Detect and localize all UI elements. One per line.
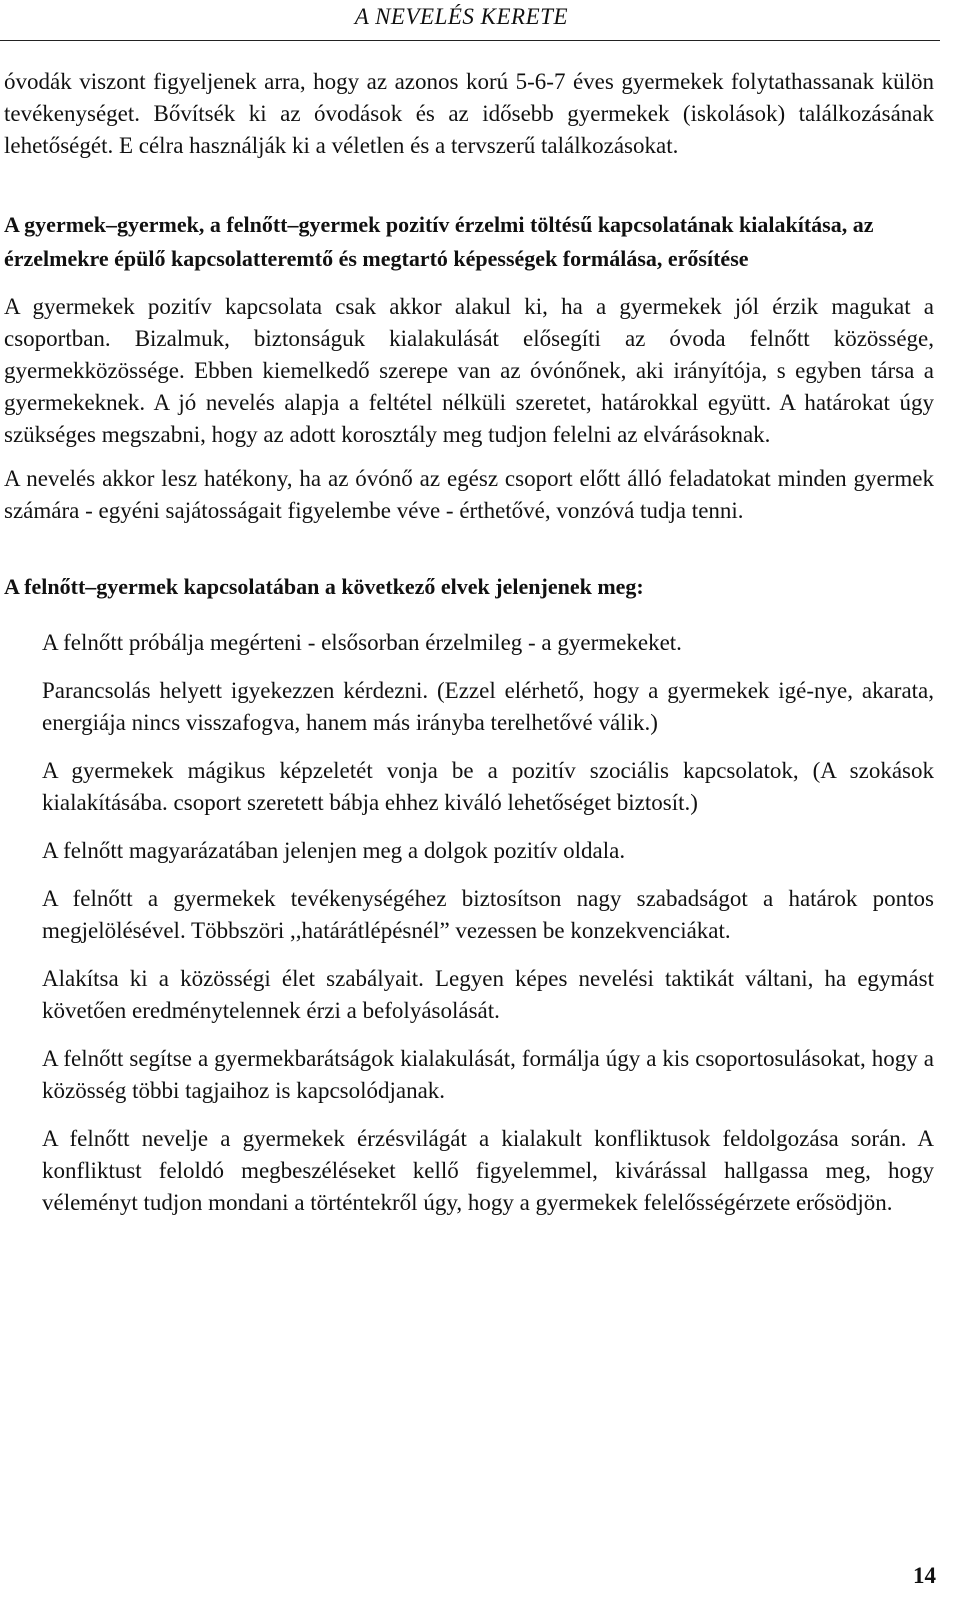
principles-list [42, 627, 934, 1219]
section-heading-principles: A felnőtt–gyermek kapcsolatában a következő elvek jelenjenek meg: [4, 574, 644, 599]
principle-item: A felnőtt magyarázatában jelenjen meg a dolgok pozitív oldala. [42, 838, 626, 863]
page-number: 14 [913, 1563, 936, 1588]
body-paragraph: A gyermekek pozitív kapcsolata csak akkor alakul ki, ha a gyermekek jól érzik magukat a csoportban. Bizalmuk, biztonságuk kialakulását elősegíti az óvoda felnőtt közössége, gyermekközössége. Ebben kiemelkedő szerepe van az óvónőnek, aki irányítója, s egyben társa a gyermekeknek. A jó nevelés alapja a feltétel nélküli szeretet, határokkal együtt. A határokat úgy szükséges megszabni, hogy az adott korosztály meg tudjon felelni az elvárásoknak. [4, 294, 934, 447]
running-header-title: A NEVELÉS KERETE [354, 4, 568, 29]
principle-item: A felnőtt a gyermekek tevékenységéhez biztosítson nagy szabadságot a határok pontos megjelölésével. Többszöri ,,határátlépésnél” vezessen be konzekvenciákat. [42, 886, 934, 943]
intro-paragraph: óvodák viszont figyeljenek arra, hogy az azonos korú 5-6-7 éves gyermekek folytathassanak külön tevékenységet. Bővítsék ki az óvodások és az idősebb gyermekek (iskolások) találkozásának lehetőségét. E célra használják ki a véletlen és a tervszerű találkozásokat. [4, 69, 934, 158]
section-heading-emotional-relationships: A gyermek–gyermek, a felnőtt–gyermek pozitív érzelmi töltésű kapcsolatának kialakítása, az érzelmekre épülő kapcsolatteremtő és megtartó képességek formálása, erősítése [4, 212, 874, 271]
principle-item: A felnőtt próbálja megérteni - elsősorban érzelmileg - a gyermekeket. [42, 630, 682, 655]
page-header [0, 0, 940, 41]
principle-item: Alakítsa ki a közösségi élet szabályait. Legyen képes nevelési taktikát váltani, ha egymást követően eredménytelennek érzi a befolyásolását. [42, 966, 934, 1023]
principle-item: A gyermekek mágikus képzeletét vonja be a pozitív szociális kapcsolatok, (A szokások kialakításába. csoport szeretett bábja ehhez kiváló lehetőséget biztosít.) [42, 758, 934, 815]
principle-item: Parancsolás helyett igyekezzen kérdezni. (Ezzel elérhető, hogy a gyermekek igé-nye, akarata, energiája nincs visszafogva, hanem más irányba terelhetővé válik.) [42, 678, 934, 735]
page-body [4, 66, 934, 1235]
body-paragraph: A nevelés akkor lesz hatékony, ha az óvónő az egész csoport előtt álló feladatokat minden gyermek számára - egyéni sajátosságait figyelembe véve - érthetővé, vonzóvá tudja tenni. [4, 466, 934, 523]
principle-item: A felnőtt nevelje a gyermekek érzésvilágát a kialakult konfliktusok feldolgozása során. A konfliktust feloldó megbeszéléseket kellő figyelemmel, kivárással hallgassa meg, hogy véleményt tudjon mondani a történtekről úgy, hogy a gyermekek felelősségérzete erősödjön. [42, 1126, 934, 1215]
principle-item: A felnőtt segítse a gyermekbarátságok kialakulását, formálja úgy a kis csoportosulásokat, hogy a közösség többi tagjaihoz is kapcsolódjanak. [42, 1046, 934, 1103]
